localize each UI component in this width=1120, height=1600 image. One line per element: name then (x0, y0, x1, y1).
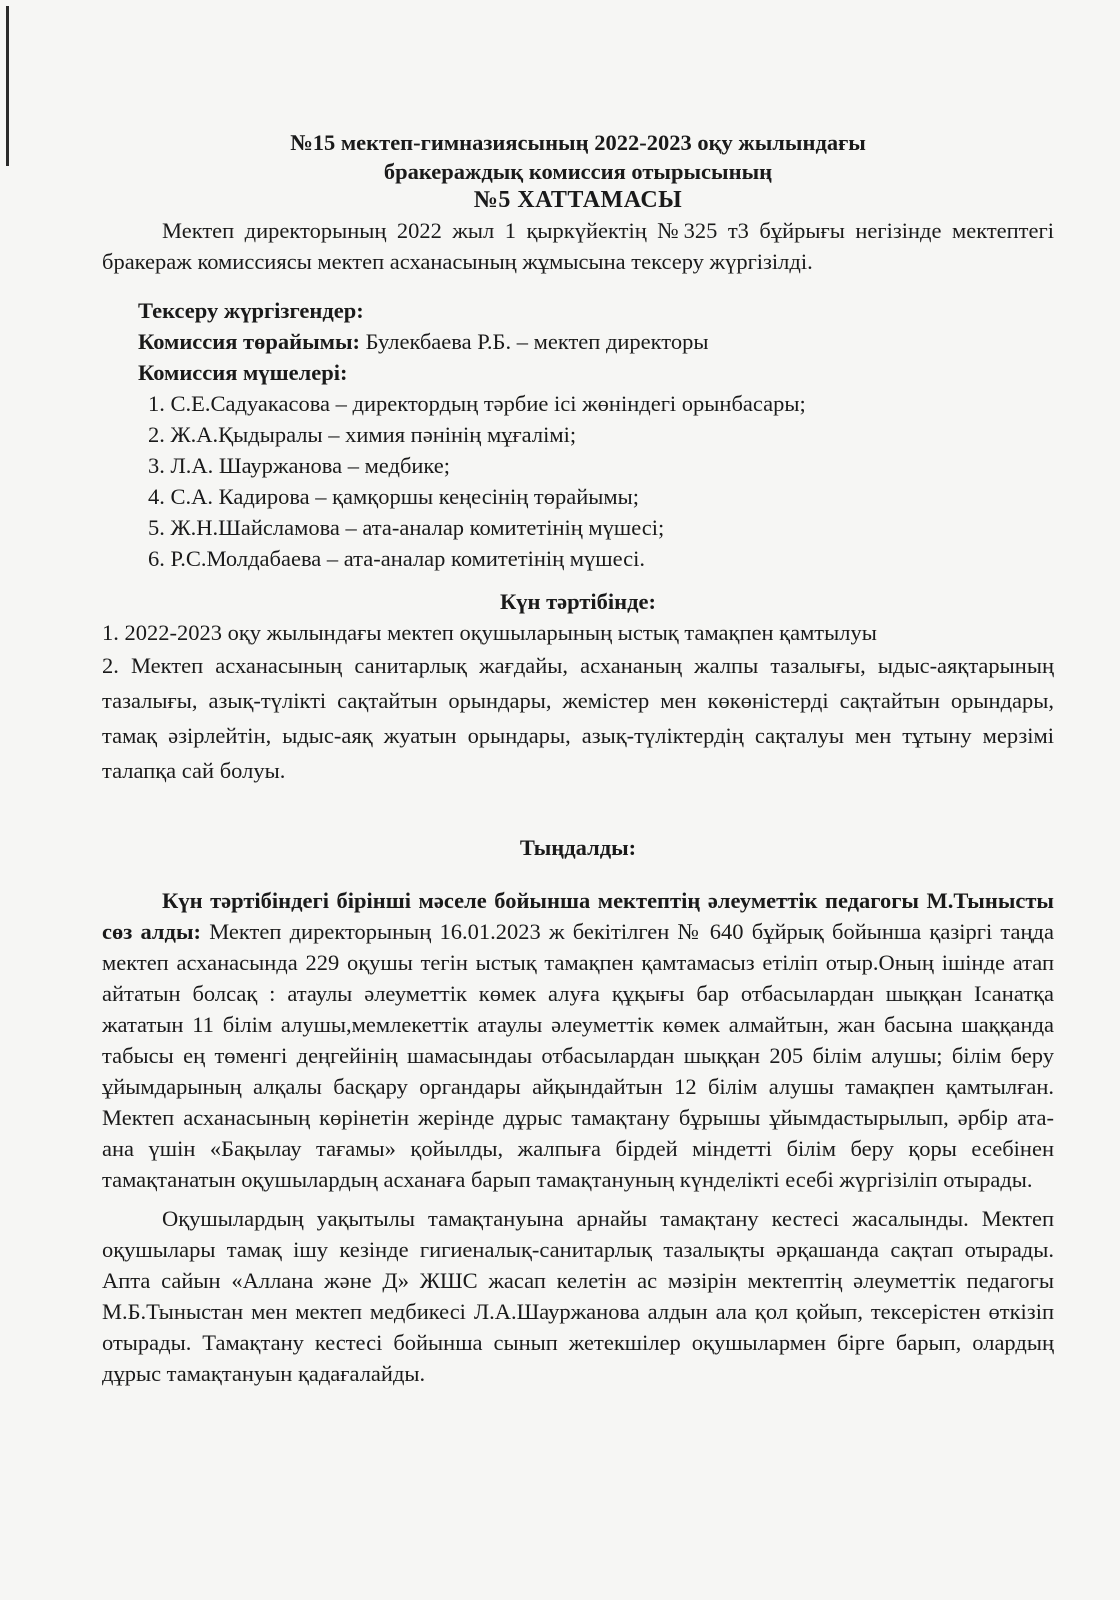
doc-title-line3: №5 ХАТТАМАСЫ (473, 187, 683, 213)
inspectors-label: Тексеру жүргізгендер: (138, 298, 364, 323)
intro-paragraph: Мектеп директорының 2022 жыл 1 қыркүйектің №325 т3 бұйрығы негізінде мектептегі бракераж комиссиясы мектеп асханасының жұмысына тексеру жүргізілді. (102, 218, 1054, 274)
doc-title-line1: №15 мектеп-гимназиясының 2022-2023 оқу жылындағы (290, 130, 866, 155)
agenda-item: 1. 2022-2023 оқу жылындағы мектеп оқушыларының ыстық тамақпен қамтылуы (102, 620, 877, 645)
committee-block (138, 295, 1054, 574)
members-list (138, 388, 1054, 574)
chair-line (138, 326, 1054, 357)
member-item: 2. Ж.А.Қыдыралы – химия пәнінің мұғалімі; (148, 422, 577, 447)
member-item: 1. С.Е.Садуакасова – директордың тәрбие ісі жөніндегі орынбасары; (148, 391, 806, 416)
speaker-text: Мектеп директорының 16.01.2023 ж бекітілген № 640 бұйрық бойынша қазіргі таңда мектеп асханасында 229 оқушы тегін ыстық тамақпен қамтамасыз етіліп отыр.Оның ішінде атап айтатын болсақ : атаулы әлеуметтік көмек алуға құқығы бар отбасылардан шыққан Ісанатқа жататын 11 білім алушы,мемлекеттік атаулы әлеуметтік көмек алмайтын, жан басына шаққанда табысы ең төменгі деңгейінің шамасындаы отбасылардан шыққан 205 білім алушы; білім беру ұйымдарының алқалы басқару органдары айқындайтын 12 білім алушы тамақпен қамтылған. Мектеп асханасының көрінетін жерінде дұрыс тамақтану бұрышы ұйымдастырылып, әрбір ата-ана үшін «Бақылау тағамы» қойылды, жалпыға бірдей міндетті білім беру қоры есебінен тамақтанатын оқушылардың асханаға барып тамақтануның күнделікті есебі жүргізіліп отырады. (102, 919, 1054, 1192)
heard-title: Тыңдалды: (519, 835, 637, 860)
doc-title-line2: бракераждық комиссия отырысының (383, 159, 773, 184)
member-item: 5. Ж.Н.Шайсламова – ата-аналар комитетінің мүшесі; (148, 515, 665, 540)
agenda-title: Күн тәртібінде: (499, 589, 657, 614)
member-item: 6. Р.С.Молдабаева – ата-аналар комитетінің мүшесі. (148, 546, 646, 571)
speaker-intro: Күн тәртібіндегі бірінші мәселе бойынша мектептің әлеуметтік педагогы М.Тынысты сөз алды: (102, 888, 1054, 944)
chair-value: Булекбаева Р.Б. – мектеп директоры (360, 329, 709, 354)
speaker-paragraph (102, 885, 1054, 1195)
scan-edge-mark (6, 6, 9, 166)
final-paragraph: Оқушылардың уақытылы тамақтануына арнайы тамақтану кестесі жасалынды. Мектеп оқушылары тамақ ішу кезінде гигиеналық-санитарлық тазалықты әрқашанда сақтап отырады. Апта сайын «Аллана және Д» ЖШС жасап келетін ас мәзірін мектептің әлеуметтік педагогы М.Б.Тыныстан мен мектеп медбикесі Л.А.Шауржанова алдын ала қол қойып, тексерістен өткізіп отырады. Тамақтану кестесі бойынша сынып жетекшілер оқушылармен бірге барып, олардың дұрыс тамақтануын қадағалайды. (102, 1206, 1054, 1386)
member-item: 3. Л.А. Шауржанова – медбике; (148, 453, 451, 478)
member-item: 4. С.А. Кадирова – қамқоршы кеңесінің төрайымы; (148, 484, 640, 509)
agenda-item: 2. Мектеп асханасының санитарлық жағдайы, асхананың жалпы тазалығы, ыдыс-аяқтарының тазалығы, азық-түлікті сақтайтын орындары, жемістер мен көкөністерді сақтайтын орындары, тамақ әзірлейтін, ыдыс-аяқ жуатын орындары, азық-түліктердің сақталуы мен тұтыну мерзімі талапқа сай болуы. (102, 653, 1054, 783)
spacer (102, 788, 1054, 832)
members-label: Комиссия мүшелері: (138, 360, 348, 385)
chair-label: Комиссия төрайымы: (138, 329, 361, 354)
